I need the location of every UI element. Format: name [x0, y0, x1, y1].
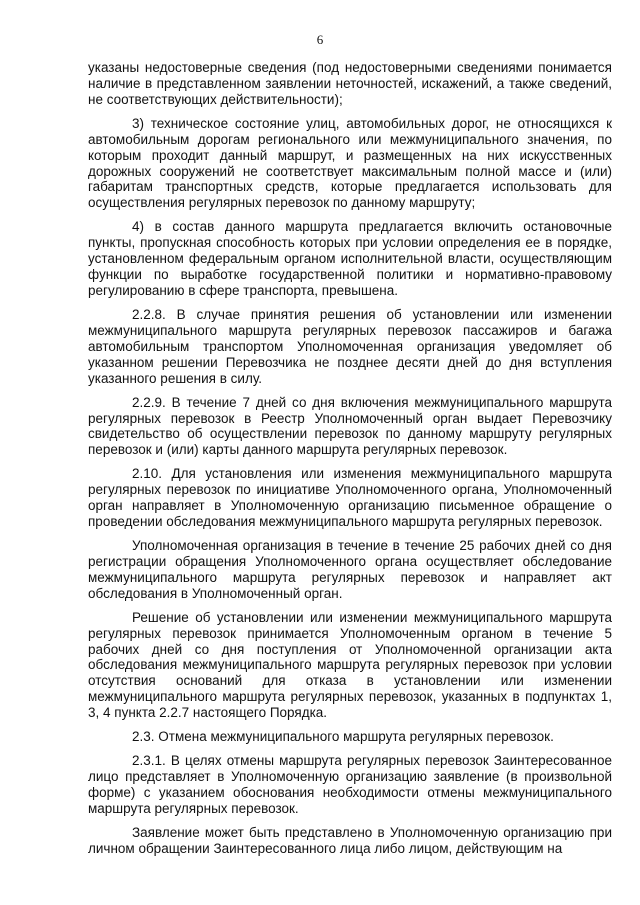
- page-number: 6: [316, 32, 324, 47]
- paragraph-2-2-8: 2.2.8. В случае принятия решения об установлении или изменении межмуниципального маршрута регулярных перевозок пассажиров и багажа автомобильным транспортом Уполномоченная организация уведомляет об указанном решении Перевозчика не позднее десяти дней до дня вступления указанного решения в силу.: [88, 306, 612, 386]
- paragraph-survey: Уполномоченная организация в течение в течение 25 рабочих дней со дня регистрации обращения Уполномоченного органа осуществляет обследование межмуниципального маршрута регулярных перевозок и направляет акт обследования в Уполномоченный орган.: [88, 538, 612, 601]
- paragraph-2-10: 2.10. Для установления или изменения межмуниципального маршрута регулярных перевозок по инициативе Уполномоченного органа, Уполномоченный орган направляет в Уполномоченную организацию письменное обращение о проведении обследования межмуниципального маршрута регулярных перевозок.: [88, 466, 612, 530]
- paragraph-application: Заявление может быть представлено в Уполномоченную организацию при личном обращении Заинтересованного лица либо лицом, действующим на: [88, 824, 612, 856]
- paragraph-2-3-1: 2.3.1. В целях отмены маршрута регулярных перевозок Заинтересованное лицо представляет в Уполномоченную организацию заявление (в произвольной форме) с указанием обоснования необходимости отмены межмуниципального маршрута регулярных перевозок.: [88, 753, 612, 816]
- paragraph-item-4: 4) в состав данного маршрута предлагается включить остановочные пункты, пропускная способность которых при условии определения ее в порядке, установленном федеральным органом исполнительной власти, осуществляющим функции по выработке государственной политики и нормативно-правовому регулированию в сфере транспорта, превышена.: [88, 219, 612, 298]
- paragraph-item-3: 3) техническое состояние улиц, автомобильных дорог, не относящихся к автомобильным дорогам регионального или межмуниципального значения, по которым проходит данный маршрут, и размещенных на них искусственных дорожных сооружений не соответствует максимальным полной массе и (или) габаритам транспортных средств, которые предлагается использовать для осуществления регулярных перевозок по данному маршруту;: [88, 115, 612, 211]
- paragraph-continuation: указаны недостоверные сведения (под недостоверными сведениями понимается наличие в представленном заявлении неточностей, искажений, а также сведений, не соответствующих действительности);: [88, 60, 612, 107]
- paragraph-2-3: 2.3. Отмена межмуниципального маршрута регулярных перевозок.: [132, 729, 554, 745]
- paragraph-2-2-9: 2.2.9. В течение 7 дней со дня включения межмуниципального маршрута регулярных перевозок в Реестр Уполномоченный орган выдает Перевозчику свидетельство об осуществлении перевозок по данному маршруту регулярных перевозок и (или) карты данного маршрута регулярных перевозок.: [88, 394, 612, 458]
- paragraph-decision: Решение об установлении или изменении межмуниципального маршрута регулярных перевозок принимается Уполномоченным органом в течение 5 рабочих дней со дня поступления от Уполномоченной организации акта обследования межмуниципального маршрута регулярных перевозок при условии отсутствия оснований для отказа в установлении или изменении межмуниципального маршрута регулярных перевозок, указанных в подпунктах 1, 3, 4 пункта 2.2.7 настоящего Порядка.: [88, 609, 612, 721]
- document-body: [88, 60, 612, 865]
